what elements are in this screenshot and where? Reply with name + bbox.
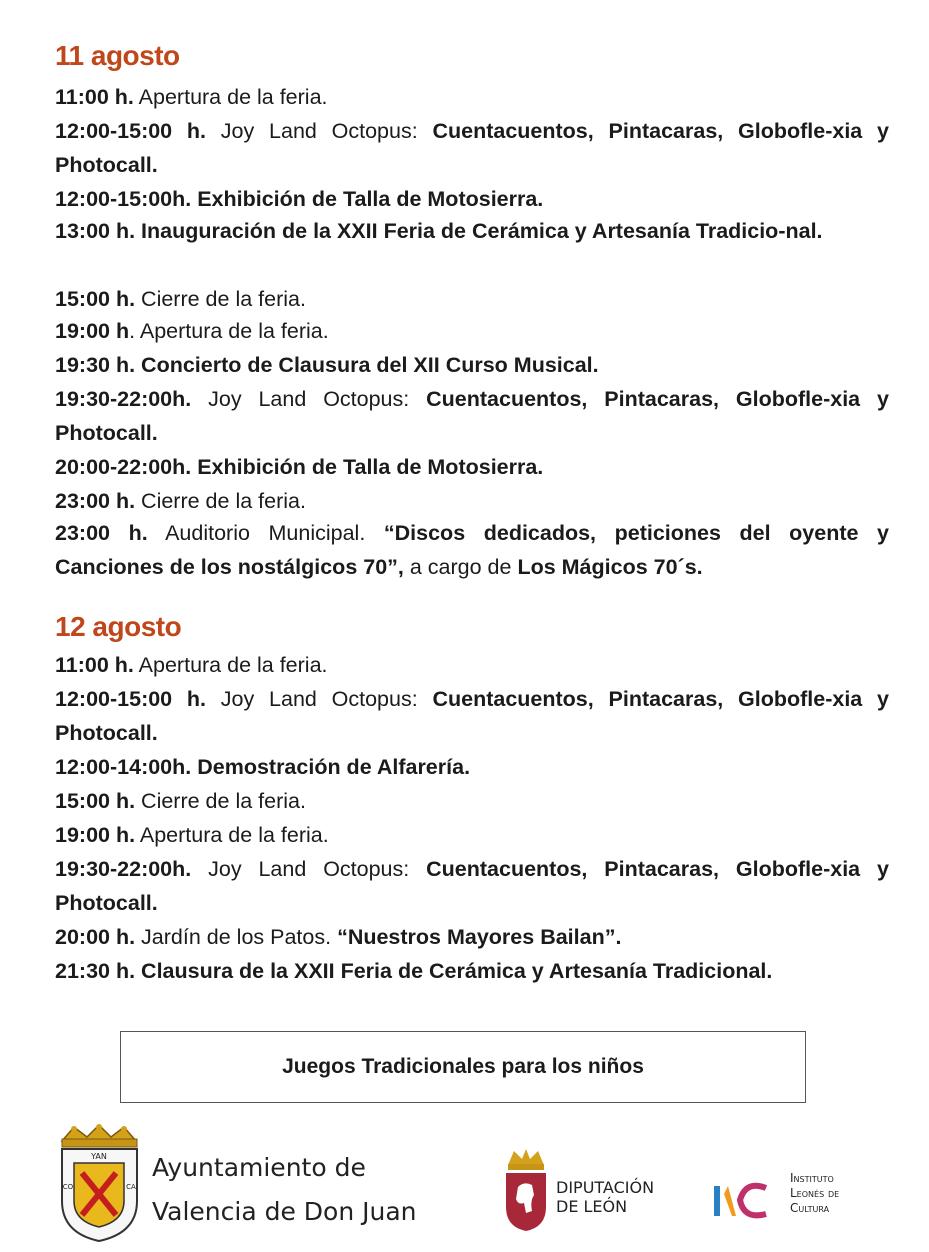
schedule-time: 13:00 h. Inauguración de la XXII Feria de Cerámica y Artesanía Tradicio-nal.	[55, 219, 823, 243]
ilc-line1: Instituto	[790, 1171, 834, 1185]
schedule-text: Joy Land Octopus:	[191, 857, 427, 881]
schedule-highlight: Los Mágicos 70´s.	[517, 555, 703, 579]
valencia-shield-icon	[52, 1123, 147, 1243]
day1-title: 11 agosto	[55, 40, 180, 71]
schedule-time: 19:30-22:00h.	[55, 387, 192, 411]
schedule-item	[55, 784, 889, 818]
schedule-item	[55, 182, 889, 216]
schedule-highlight: Cuentacuentos, Pintacaras, Globofle-xia y Photocall.	[55, 119, 889, 177]
schedule-item	[55, 852, 889, 920]
schedule-text: Joy Land Octopus:	[206, 687, 433, 711]
shield-left-text: CO	[62, 1183, 74, 1191]
shield-top-text: YAN	[91, 1152, 107, 1161]
schedule-text: Joy Land Octopus:	[191, 387, 427, 411]
schedule-text: Cierre de la feria.	[135, 789, 306, 813]
schedule-item	[55, 954, 889, 988]
schedule-highlight: Cuentacuentos, Pintacaras, Globofle-xia y Photocall.	[55, 857, 889, 915]
schedule-highlight: Cuentacuentos, Pintacaras, Globofle-xia y Photocall.	[55, 387, 889, 445]
schedule-time: 15:00 h.	[55, 287, 136, 311]
shield-right-text: CA	[126, 1183, 136, 1191]
schedule-item	[55, 750, 889, 784]
schedule-time: 23:00 h.	[55, 489, 136, 513]
schedule-time: 19:00 h.	[55, 823, 136, 847]
schedule-time: 11:00 h.	[55, 653, 134, 677]
ilc-line3: Cultura	[790, 1201, 830, 1215]
diputacion-line1: DIPUTACIÓN	[556, 1178, 655, 1197]
schedule-time: 12:00-15:00h. Exhibición de Talla de Motosierra.	[55, 187, 544, 211]
schedule-item	[55, 382, 889, 450]
schedule-text: . Apertura de la feria.	[129, 319, 329, 343]
juegos-box: Juegos Tradicionales para los niños	[120, 1031, 806, 1103]
schedule-text: Cierre de la feria.	[135, 489, 306, 513]
schedule-time: 23:00 h.	[55, 521, 148, 545]
schedule-item	[55, 818, 889, 852]
schedule-item	[55, 516, 889, 584]
schedule-item	[55, 314, 889, 348]
schedule-text: Jardín de los Patos.	[135, 925, 338, 949]
ilc-line2: Leonés de	[790, 1186, 840, 1200]
schedule-time: 12:00-15:00 h.	[55, 119, 207, 143]
schedule-time: 19:00 h	[55, 319, 130, 343]
schedule-item	[55, 214, 889, 248]
schedule-item	[55, 114, 889, 182]
schedule-highlight: “Nuestros Mayores Bailan”.	[337, 925, 622, 949]
schedule-time: 20:00 h.	[55, 925, 136, 949]
schedule-item	[55, 682, 889, 750]
schedule-item	[55, 450, 889, 484]
schedule-text: a cargo de	[403, 555, 518, 579]
schedule-text: Apertura de la feria.	[133, 653, 328, 677]
ilc-logo-icon	[710, 1176, 772, 1224]
diputacion-lion-icon	[502, 1147, 550, 1233]
schedule-time: 19:30-22:00h.	[55, 857, 192, 881]
schedule-item	[55, 80, 889, 114]
schedule-time: 21:30 h. Clausura de la XXII Feria de Cerámica y Artesanía Tradicional.	[55, 959, 773, 983]
schedule-item	[55, 348, 889, 382]
ayuntamiento-line1: Ayuntamiento de	[152, 1153, 366, 1182]
schedule-text: Joy Land Octopus:	[206, 119, 433, 143]
schedule-time: 12:00-15:00 h.	[55, 687, 207, 711]
ayuntamiento-line2: Valencia de Don Juan	[152, 1197, 417, 1226]
schedule-time: 20:00-22:00h. Exhibición de Talla de Motosierra.	[55, 455, 544, 479]
diputacion-line2: DE LEÓN	[556, 1197, 628, 1216]
schedule-text: Auditorio Municipal.	[147, 521, 384, 545]
day2-title: 12 agosto	[55, 611, 182, 642]
schedule-time: 19:30 h. Concierto de Clausura del XII Curso Musical.	[55, 353, 599, 377]
schedule-item	[55, 648, 889, 682]
schedule-item	[55, 484, 889, 518]
schedule-time: 15:00 h.	[55, 789, 136, 813]
ilc-text	[790, 1171, 839, 1216]
schedule-highlight: Cuentacuentos, Pintacaras, Globofle-xia y Photocall.	[55, 687, 889, 745]
schedule-highlight: “Discos dedicados, peticiones del oyente y Canciones de los nostálgicos 70”,	[55, 521, 889, 579]
schedule-time: 12:00-14:00h. Demostración de Alfarería.	[55, 755, 471, 779]
schedule-item	[55, 920, 889, 954]
schedule-text: Apertura de la feria.	[133, 85, 328, 109]
schedule-text: Apertura de la feria.	[135, 823, 329, 847]
schedule-item	[55, 282, 889, 316]
schedule-time: 11:00 h.	[55, 85, 134, 109]
schedule-text: Cierre de la feria.	[135, 287, 306, 311]
